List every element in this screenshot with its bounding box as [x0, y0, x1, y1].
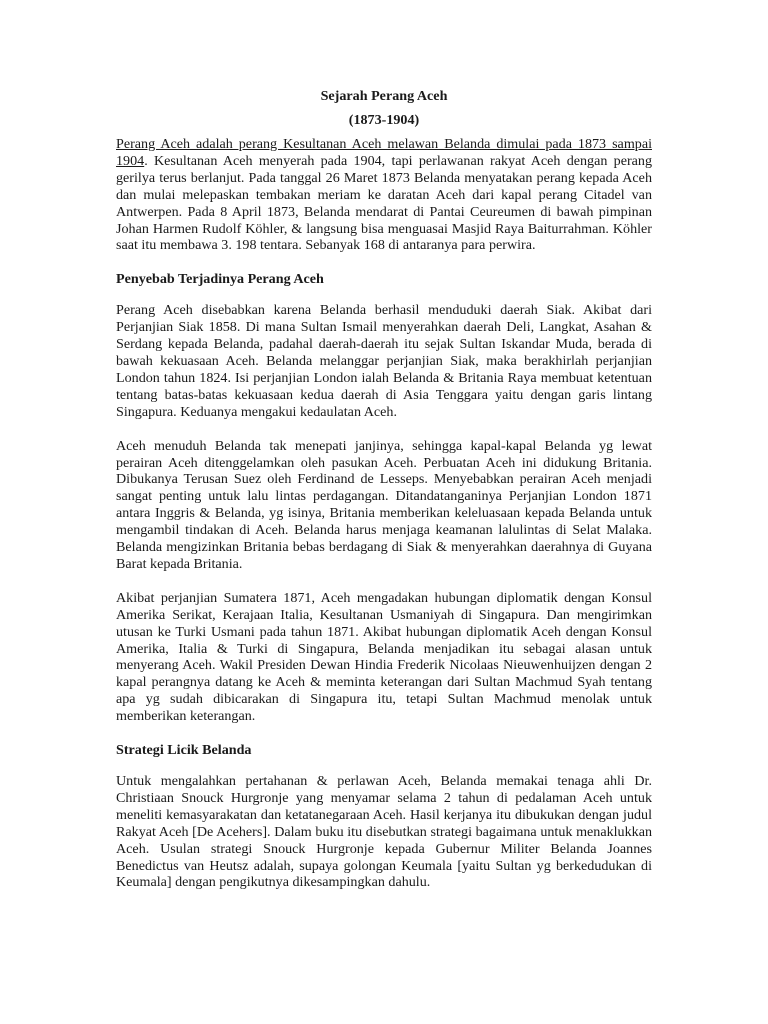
- document-title: Sejarah Perang Aceh: [320, 88, 448, 104]
- paragraph: Aceh menuduh Belanda tak menepati janjinya, sehingga kapal-kapal Belanda yg lewat perairan Aceh ditenggelamkan oleh pasukan Aceh. Perbuatan Aceh ini didukung Britania. Dibukanya Terusan Suez oleh Ferdinand de Lesseps. Menyebabkan perairan Aceh menjadi sangat penting untuk lalu lintas perdagangan. Ditandatanganinya Perjanjian London 1871 antara Inggris & Belanda, yg isinya, Britania memberikan keleluasaan kepada Belanda untuk mengambil tindakan di Aceh. Belanda harus menjaga keamanan lalulintas di Selat Malaka. Belanda mengizinkan Britania bebas berdagang di Siak & menyerahkan daerahnya di Guyana Barat kepada Britania.: [116, 437, 652, 572]
- section-heading-strategi: Strategi Licik Belanda: [116, 742, 252, 759]
- paragraph: Untuk mengalahkan pertahanan & perlawan Aceh, Belanda memakai tenaga ahli Dr. Christiaan Snouck Hurgronje yang menyamar selama 2 tahun di pedalaman Aceh untuk meneliti kemasyarakatan dan ketatanegaraan Aceh. Hasil kerjanya itu dibukukan dengan judul Rakyat Aceh [De Acehers]. Dalam buku itu disebutkan strategi bagaimana untuk menaklukkan Aceh. Usulan strategi Snouck Hurgronje kepada Gubernur Militer Belanda Joannes Benedictus van Heutsz adalah, supaya golongan Keumala [yaitu Sultan yg berkedudukan di Keumala] dengan pengikutnya dikesampingkan dahulu.: [116, 773, 652, 891]
- section-heading-penyebab: Penyebab Terjadinya Perang Aceh: [116, 271, 324, 288]
- intro-underlined-text: Perang Aceh adalah perang Kesultanan Aceh melawan Belanda dimulai pada 1873 sampai 1904: [116, 136, 652, 169]
- document-page: [116, 86, 652, 891]
- document-years: (1873-1904): [348, 112, 420, 128]
- intro-paragraph: [116, 136, 652, 254]
- paragraph: Akibat perjanjian Sumatera 1871, Aceh mengadakan hubungan diplomatik dengan Konsul Amerika Serikat, Kerajaan Italia, Kesultanan Usmaniyah di Singapura. Dan mengirimkan utusan ke Turki Usmani pada tahun 1871. Akibat hubungan diplomatik Aceh dengan Konsul Amerika, Italia & Turki di Singapura, Belanda menjadikan itu sebagai alasan untuk menyerang Aceh. Wakil Presiden Dewan Hindia Frederik Nicolaas Nieuwenhuijzen dengan 2 kapal perangnya datang ke Aceh & meminta keterangan dari Sultan Machmud Syah tentang apa yg sudah dibicarakan di Singapura itu, tetapi Sultan Machmud menolak untuk memberikan keterangan.: [116, 589, 652, 725]
- paragraph: Perang Aceh disebabkan karena Belanda berhasil menduduki daerah Siak. Akibat dari Perjanjian Siak 1858. Di mana Sultan Ismail menyerahkan daerah Deli, Langkat, Asahan & Serdang kepada Belanda, padahal daerah-daerah itu sejak Sultan Iskandar Muda, berada di bawah kekuasaan Aceh. Belanda melanggar perjanjian Siak, maka berakhirlah perjanjian London tahun 1824. Isi perjanjian London ialah Belanda & Britania Raya membuat ketentuan tentang batas-batas kekuasaan kedua daerah di Asia Tenggara yaitu dengan garis lintang Singapura. Keduanya mengakui kedaulatan Aceh.: [116, 302, 652, 420]
- intro-text: . Kesultanan Aceh menyerah pada 1904, tapi perlawanan rakyat Aceh dengan perang gerilya terus berlanjut. Pada tanggal 26 Maret 1873 Belanda menyatakan perang kepada Aceh dan mulai melepaskan tembakan meriam ke daratan Aceh dari kapal perang Citadel van Antwerpen. Pada 8 April 1873, Belanda mendarat di Pantai Ceureumen di bawah pimpinan Johan Harmen Rudolf Köhler, & langsung bisa menguasai Masjid Raya Baiturrahman. Köhler saat itu membawa 3. 198 tentara. Sebanyak 168 di antaranya para perwira.: [116, 152, 652, 254]
